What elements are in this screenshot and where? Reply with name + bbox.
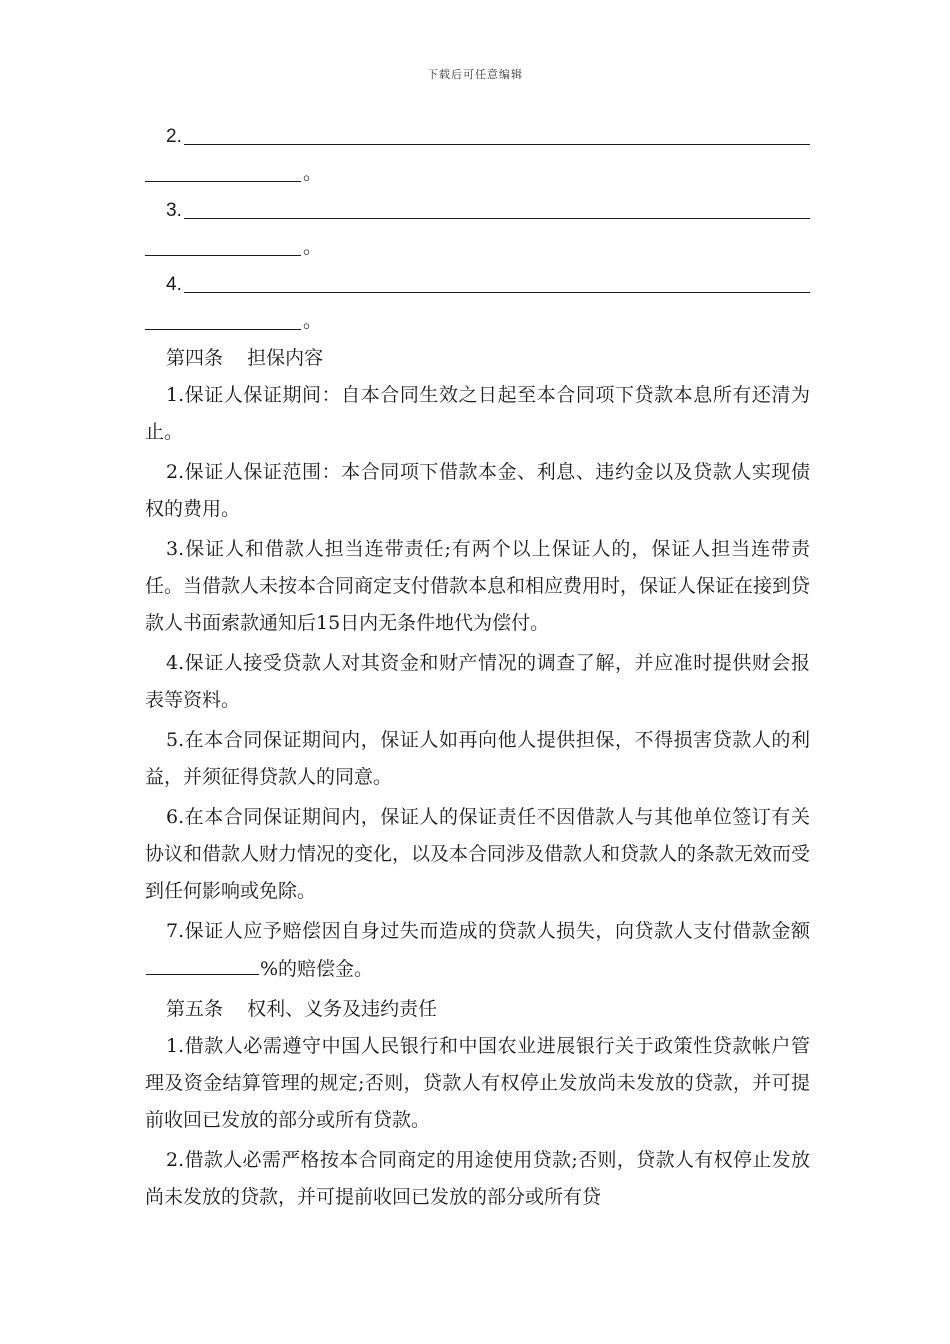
section-4-item-5: 5.在本合同保证期间内，保证人如再向他人提供担保，不得损害贷款人的利益，并须征得贷款人的同意。 <box>145 729 810 788</box>
blank-end-mark: 。 <box>303 162 323 184</box>
fill-in-line[interactable] <box>184 292 810 293</box>
blank-item-2 <box>145 118 810 192</box>
fill-in-line-continued[interactable] <box>145 181 301 182</box>
section-5-title: 第五条 权利、义务及违约责任 <box>166 998 438 1020</box>
fill-in-line-continued[interactable] <box>145 255 301 256</box>
blank-number: 4. <box>166 274 182 295</box>
section-4-title: 第四条 担保内容 <box>166 347 324 369</box>
section-5-item-1: 1.借款人必需遵守中国人民银行和中国农业进展银行关于政策性贷款帐户管理及资金结算管理的规定;否则，贷款人有权停止发放尚未发放的贷款，并可提前收回已发放的部分或所有贷款。 <box>145 1035 810 1131</box>
fill-in-line[interactable] <box>184 218 810 219</box>
blank-item-4 <box>145 266 810 340</box>
section-4-item-4: 4.保证人接受贷款人对其资金和财产情况的调查了解，并应准时提供财会报表等资料。 <box>145 652 810 711</box>
page-header: 下载后可任意编辑 <box>427 68 523 81</box>
item-7-text-after: %的赔偿金。 <box>260 958 374 980</box>
blank-number: 2. <box>166 126 182 147</box>
blank-end-mark: 。 <box>303 236 323 258</box>
section-4-item-2: 2.保证人保证范围：本合同项下借款本金、利息、违约金以及贷款人实现债权的费用。 <box>145 461 810 520</box>
fill-in-line[interactable] <box>184 144 810 145</box>
blank-end-mark: 。 <box>303 310 323 332</box>
section-4-item-7 <box>145 913 810 988</box>
blank-number: 3. <box>166 200 182 221</box>
fill-in-line-continued[interactable] <box>145 329 301 330</box>
percentage-blank[interactable] <box>146 950 259 975</box>
section-4-item-1: 1.保证人保证期间：自本合同生效之日起至本合同项下贷款本息所有还清为止。 <box>145 384 810 443</box>
document-body <box>145 118 810 1219</box>
item-7-text-before: 7.保证人应予赔偿因自身过失而造成的贷款人损失，向贷款人支付借款金额 <box>166 920 810 942</box>
section-5-item-2: 2.借款人必需严格按本合同商定的用途使用贷款;否则，贷款人有权停止发放尚未发放的贷款，并可提前收回已发放的部分或所有贷 <box>145 1149 810 1208</box>
section-4-item-3: 3.保证人和借款人担当连带责任;有两个以上保证人的，保证人担当连带责任。当借款人未按本合同商定支付借款本息和相应费用时，保证人保证在接到贷款人书面索款通知后15日内无条件地代为偿付。 <box>145 538 811 634</box>
section-4-item-6: 6.在本合同保证期间内，保证人的保证责任不因借款人与其他单位签订有关协议和借款人财力情况的变化，以及本合同涉及借款人和贷款人的条款无效而受到任何影响或免除。 <box>145 806 811 902</box>
blank-item-3 <box>145 192 810 266</box>
